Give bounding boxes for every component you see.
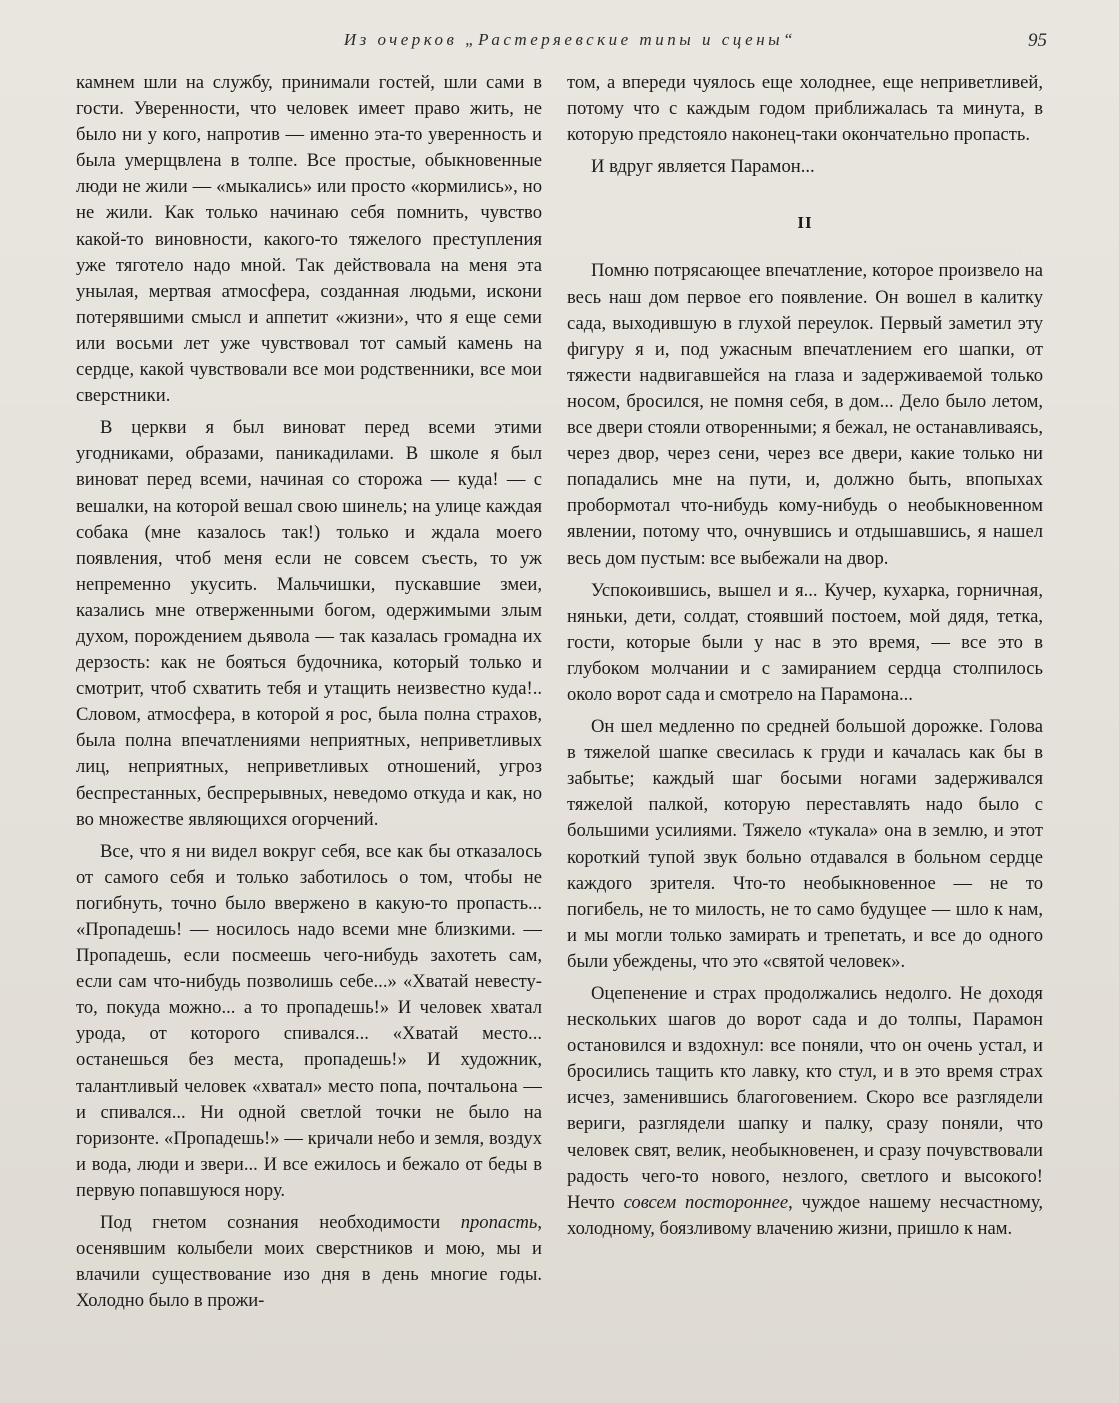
running-title: Из очерков „Растеряевские типы и сцены“ xyxy=(343,30,797,49)
paragraph: Помню потрясающее впечатление, которое произвело на весь наш дом первое его появление. Он вошел в калитку сада, выходившую в глухой переулок. Первый заметил эту фигуру я и, под ужасным впечатлением его шапки, от тяжести надвигавшейся на глаза и задерживаемой только носом, бросился, не помня себя, в дом... Дело было летом, все двери стояли отворенными; я бежал, не останавливаясь, через двор, через сени, через все двери, какие только ни попадались мне на пути, и, должно быть, впопыхах пробормотал что-нибудь кому-нибудь о необыкновенном явлении, потому что, очнувшись и отдышавшись, я нашел весь дом пустым: все выбежали на двор. xyxy=(567,260,1043,569)
italic-word: пропасть xyxy=(460,1212,538,1234)
text-run: Оцепенение и страх продолжались недолго. Не доходя нескольких шагов до ворот сада и до толпы, Парамон остановился и вздохнул: все поняли, что он очень устал, и бросились тащить кто лавку, кто стул, и в это время страх исчез, заменившись благоговением. Скоро все разглядели вериги, разглядели шапку и палку, сразу поняли, что человек свят, велик, необыкновенен, и сразу почувствовали радость чего-то нового, незлого, светлого и высокого! Нечто xyxy=(567,983,1043,1213)
paragraph: В церкви я был виноват перед всеми этими угодниками, образами, паникадилами. В школе я был виноват перед всеми, начиная со сторожа — куда! — с вешалки, на которой вешал свою шинель; на улице каждая собака (мне казалось так!) только и ждала моего появления, чтоб меня если не совсем съесть, то уж непременно укусить. Мальчишки, пускавшие змеи, казались мне отверженными богом, одержимыми злым духом, порождением дьявола — так казалась громадна их дерзость: как не бояться будочника, который только и смотрит, чтоб схватить тебя и утащить неизвестно куда!.. Словом, атмосфера, в которой я рос, была полна страхов, была полна впечатлениями неприятных, неприветливых лиц, неприятных, неприветливых отношений, угроз беспрестанных, беспрерывных, неведомо откуда и как, но во множестве являющихся огорчений. xyxy=(76,417,542,830)
section-number: II xyxy=(797,213,813,233)
closing-line: И вдруг является Парамон... xyxy=(591,156,815,178)
paragraph-last-left xyxy=(76,1210,542,1314)
paragraph: Успокоившись, вышел и я... Кучер, кухарка, горничная, няньки, дети, солдат, стоявший постоем, мой дядя, тетка, гости, которые были у нас в это время, — все это в глубоком молчании и с замиранием сердца столпилось около ворот сада и смотрело на Парамона... xyxy=(567,579,1043,705)
paragraph: Он шел медленно по средней большой дорожке. Голова в тяжелой шапке свесилась к груди и качалась как бы в забытье; каждый шаг босыми ногами задерживался тяжелой палкой, которую переставлять надо было с большими усилиями. Тяжело «тукала» она в землю, и этот короткий тупой звук больно отдавался в больном сердце каждого зрителя. Что-то необыкновенное — не то погибель, не то милость, не то само будущее — шло к нам, и мы могли только замирать и трепетать, и все до одного были убеждены, что это «святой человек». xyxy=(567,716,1043,972)
paragraph-last-right xyxy=(567,981,1043,1242)
page-number: 95 xyxy=(1028,30,1047,51)
paragraph-continuation: том, а впереди чуялось еще холоднее, еще неприветливей, потому что с каждым годом приближалась та минута, в которую предстояло наконец-таки окончательно пропасть. xyxy=(567,72,1043,146)
paragraph-continuation: камнем шли на службу, принимали гостей, шли сами в гости. Уверенности, что человек имеет право жить, не было ни у кого, напротив — именно эта-то уверенность и была умерщвлена в толпе. Все простые, обыкновенные люди не жили — «мыкались» или просто «кормились», но не жили. Как только начинаю себя помнить, чувство какой-то виновности, какого-то тяжелого преступления уже тяготело надо мной. Так действовала на меня эта унылая, мертвая атмосфера, созданная людьми, искони потерявшими смысл и аппетит «жизни», что я еще семи или восьми лет уже чувствовал тот самый камень на сердце, какой чувствовали все мои родственники, все мои сверстники. xyxy=(76,72,542,407)
text-run: , чуждое нашему несчастному, холодному, боязливому влачению жизни, пришло к нам. xyxy=(567,1191,1043,1239)
paragraph: Все, что я ни видел вокруг себя, все как бы отказалось от самого себя и только заботилось о том, чтобы не погибнуть, точно было ввержено в какую-то пропасть... «Пропадешь! — носилось надо всеми мне близкими. — Пропадешь, если посмеешь чего-нибудь захотеть сам, если сам что-нибудь позволишь себе...» «Хватай невесту-то, покуда можно... а то пропадешь!» И человек хватал урода, от которого спивался... «Хватай место... останешься без места, пропадешь!» И художник, талантливый человек «хватал» место попа, почтальона — и спивался... Ни одной светлой точки не было на горизонте. «Пропадешь!» — кричали небо и земля, воздух и вода, люди и звери... И все ежилось и бежало от беды в первую попавшуюся нору. xyxy=(76,840,542,1201)
text-run: , осенявшим колыбели моих сверстников и мою, мы и влачили существование изо дня в день многие годы. Холодно было в прожи- xyxy=(76,1212,542,1312)
right-column xyxy=(567,70,1043,1242)
text-run: Под гнетом сознания необходимости xyxy=(100,1212,461,1234)
left-column xyxy=(76,70,542,1314)
italic-phrase: совсем постороннее xyxy=(623,1191,789,1213)
